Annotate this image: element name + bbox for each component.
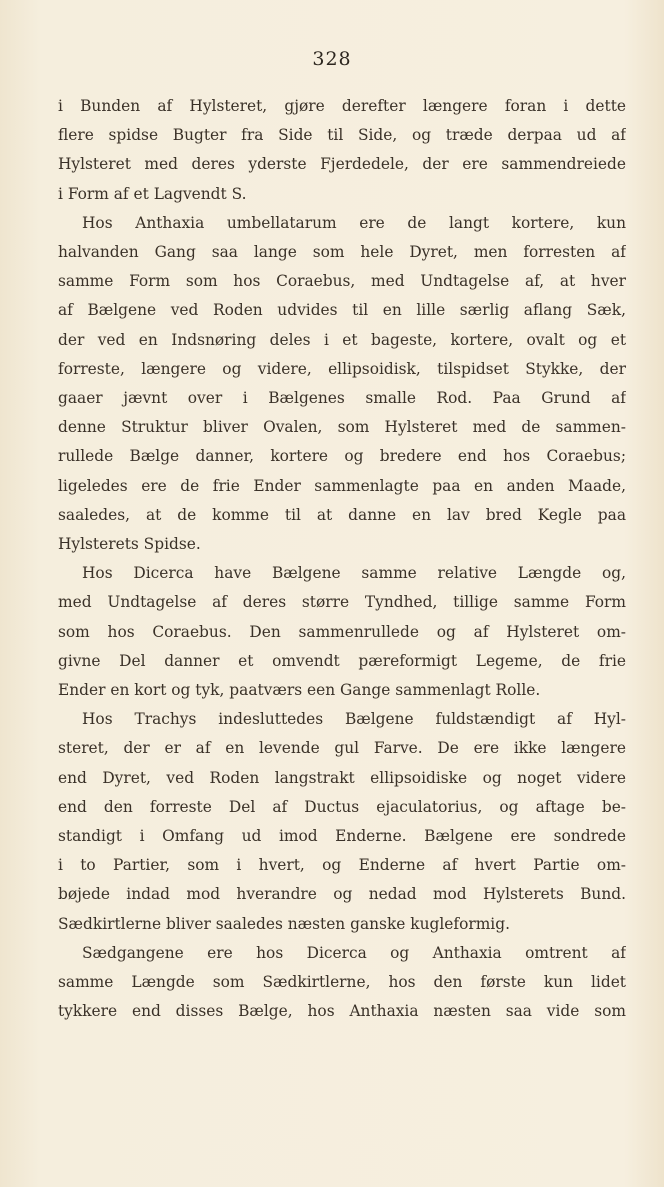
text-line: saaledes, at de komme til at danne en lav bred Kegle paa (58, 505, 626, 524)
text-line: Sædkirtlerne bliver saaledes næsten ganske kugleformig. (58, 914, 510, 933)
text-line: Hos Dicerca have Bælgene samme relative Længde og, (82, 564, 626, 583)
text-line: denne Struktur bliver Ovalen, som Hylsteret med de sammen- (58, 418, 626, 437)
text-line: Hos Anthaxia umbellatarum ere de langt kortere, kun (82, 213, 626, 232)
text-line: Sædgangene ere hos Dicerca og Anthaxia omtrent af (82, 943, 626, 962)
text-line: end Dyret, ved Roden langstrakt ellipsoidiske og noget videre (58, 768, 626, 787)
page-number: 328 (312, 48, 352, 70)
text-line: rullede Bælge danner, kortere og bredere end hos Coraebus; (58, 447, 626, 466)
text-line: i Form af et Lagvendt S. (58, 184, 247, 203)
text-line: Hylsteret med deres yderste Fjerdedele, der ere sammendreiede (58, 155, 626, 174)
text-line: Hos Trachys indesluttedes Bælgene fuldstændigt af Hyl- (82, 710, 626, 729)
text-line: givne Del danner et omvendt pæreformigt Legeme, de frie (58, 651, 626, 670)
text-line: med Undtagelse af deres større Tyndhed, tillige samme Form (58, 593, 626, 612)
text-line: end den forreste Del af Ductus ejaculatorius, og aftage be- (58, 797, 626, 816)
text-line: gaaer jævnt over i Bælgenes smalle Rod. Paa Grund af (58, 389, 626, 408)
text-line: halvanden Gang saa lange som hele Dyret, men forresten af (58, 243, 626, 262)
text-line: der ved en Indsnøring deles i et bageste, kortere, ovalt og et (58, 330, 626, 349)
text-line: i Bunden af Hylsteret, gjøre derefter længere foran i dette (58, 97, 626, 115)
text-line: tykkere end disses Bælge, hos Anthaxia næsten saa vide som (58, 1002, 626, 1021)
text-line: Hylsterets Spidse. (58, 535, 201, 554)
text-line: ligeledes ere de frie Ender sammenlagte paa en anden Maade, (58, 476, 626, 495)
text-line: forreste, længere og videre, ellipsoidisk, tilspidset Stykke, der (58, 359, 626, 378)
text-line: af Bælgene ved Roden udvides til en lille særlig aflang Sæk, (58, 301, 626, 320)
text-line: Ender en kort og tyk, paatværs een Gange sammenlagt Rolle. (58, 681, 541, 700)
text-line: flere spidse Bugter fra Side til Side, og træde derpaa ud af (58, 126, 626, 145)
text-line: standigt i Omfang ud imod Enderne. Bælgene ere sondrede (58, 827, 626, 846)
text-line: samme Længde som Sædkirtlerne, hos den første kun lidet (58, 973, 626, 992)
text-line: samme Form som hos Coraebus, med Undtagelse af, at hver (58, 272, 626, 291)
text-line: som hos Coraebus. Den sammenrullede og af Hylsteret om- (58, 622, 626, 641)
text-line: bøjede indad mod hverandre og nedad mod Hylsterets Bund. (58, 885, 626, 904)
text-line: i to Partier, som i hvert, og Enderne af hvert Partie om- (58, 856, 626, 875)
body-text (58, 92, 626, 1027)
text-line: steret, der er af en levende gul Farve. De ere ikke længere (58, 739, 626, 758)
